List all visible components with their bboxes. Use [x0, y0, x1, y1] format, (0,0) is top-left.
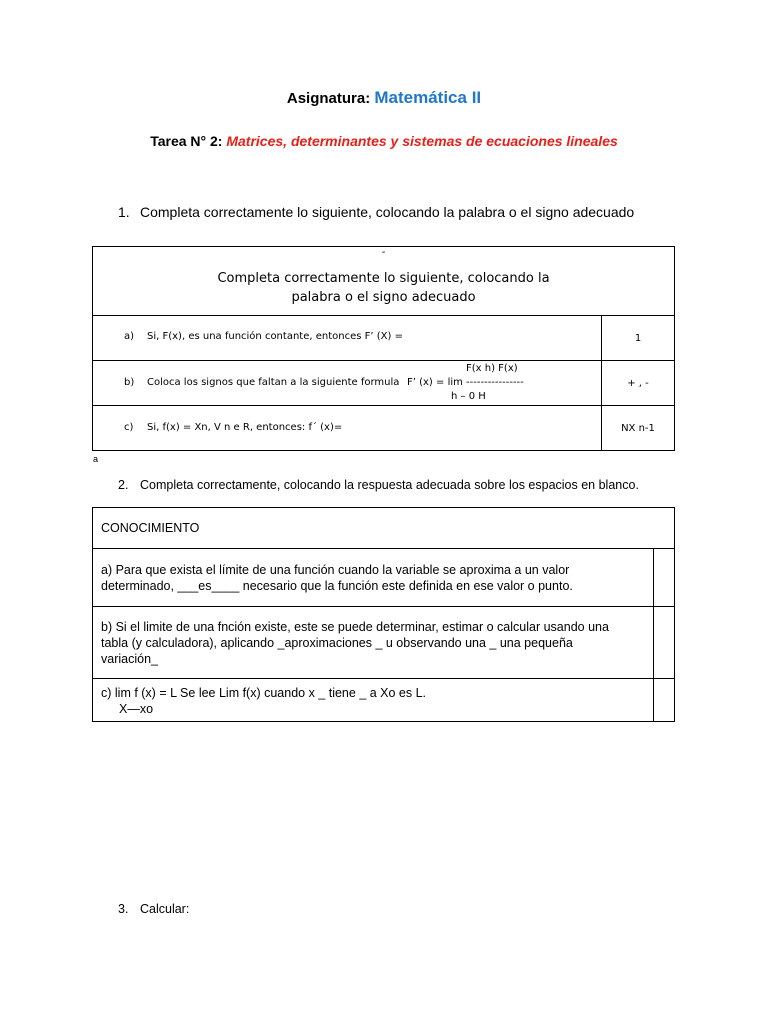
q2-row-a	[93, 549, 675, 607]
task-label: Tarea N° 2:	[150, 133, 223, 149]
q3-text: Calcular:	[140, 902, 190, 916]
q1-row-b-text: Coloca los signos que faltan a la siguiente formula	[147, 377, 400, 388]
q2-row-c-answer-cell	[654, 679, 675, 722]
q1-table-header-line2: palabra o el signo adecuado	[291, 290, 476, 305]
q1-row-b	[93, 361, 675, 406]
q2-text: Completa correctamente, colocando la respuesta adecuada sobre los espacios en blanco.	[140, 478, 639, 492]
q2-table-header: CONOCIMIENTO	[93, 508, 675, 549]
q2-row-a-answer-cell	[654, 549, 675, 607]
subject-title	[0, 88, 768, 108]
q2-row-a-line1: a) Para que exista el límite de una función cuando la variable se aproxima a un valor	[101, 562, 570, 577]
q2-row-c-line1: c) lim f (x) = L Se lee Lim f(x) cuando x _ tiene _ a Xo es L.	[101, 686, 427, 700]
q1-row-c-letter: c)	[124, 422, 134, 433]
q2-row-b-line2: tabla (y calculadora), aplicando _aproximaciones _ u observando una _ una pequeña	[101, 635, 573, 650]
q2-row-b-answer-cell	[654, 607, 675, 679]
task-value: Matrices, determinantes y sistemas de ecuaciones lineales	[226, 133, 618, 149]
q1-row-a-text: Si, F(x), es una función contante, entonces F’ (X) =	[147, 331, 403, 342]
q2-row-c	[93, 679, 675, 722]
q2-row-b	[93, 607, 675, 679]
q1-table-header	[93, 247, 675, 316]
q1-row-a-answer: 1	[602, 316, 675, 361]
q1-number: 1.	[118, 204, 130, 220]
q2-row-a-line2: determinado, ___es____ necesario que la función este definida en ese valor o punto.	[101, 578, 573, 593]
q2-row-b-line1: b) Si el limite de una fnción existe, este se puede determinar, estimar o calcular usando una	[101, 619, 609, 634]
q1-table	[92, 246, 675, 451]
q1-row-b-formula-top: F(x h) F(x)	[466, 363, 518, 374]
q1-row-b-letter: b)	[124, 377, 135, 388]
q1-row-b-formula-bottom: h – 0 H	[451, 391, 486, 402]
q1-row-c-answer: NX n-1	[602, 406, 675, 451]
q2-table	[92, 507, 675, 722]
q1-row-c-text: Si, f(x) = Xn, V n e R, entonces: f´ (x)=	[147, 422, 343, 433]
task-title	[0, 133, 768, 149]
q3-number: 3.	[118, 902, 129, 916]
q2-row-b-line3: variación_	[101, 651, 158, 666]
q1-row-b-formula-mid: F’ (x) = lim ----------------	[407, 377, 524, 388]
subject-value: Matemática II	[374, 88, 482, 107]
q1-row-b-answer: + , -	[602, 361, 675, 406]
q1-table-header-line1: Completa correctamente lo siguiente, colocando la	[217, 271, 550, 286]
subject-label: Asignatura:	[286, 90, 371, 107]
q2-number: 2.	[118, 478, 129, 492]
q1-row-c	[93, 406, 675, 451]
q1-row-a-letter: a)	[124, 331, 135, 342]
q1-table-dash: -	[381, 247, 386, 258]
q1-after-note: a	[93, 454, 99, 464]
q2-row-c-line2: X—xo	[119, 702, 154, 716]
q1-row-a	[93, 316, 675, 361]
q1-text: Completa correctamente lo siguiente, colocando la palabra o el signo adecuado	[140, 204, 635, 220]
